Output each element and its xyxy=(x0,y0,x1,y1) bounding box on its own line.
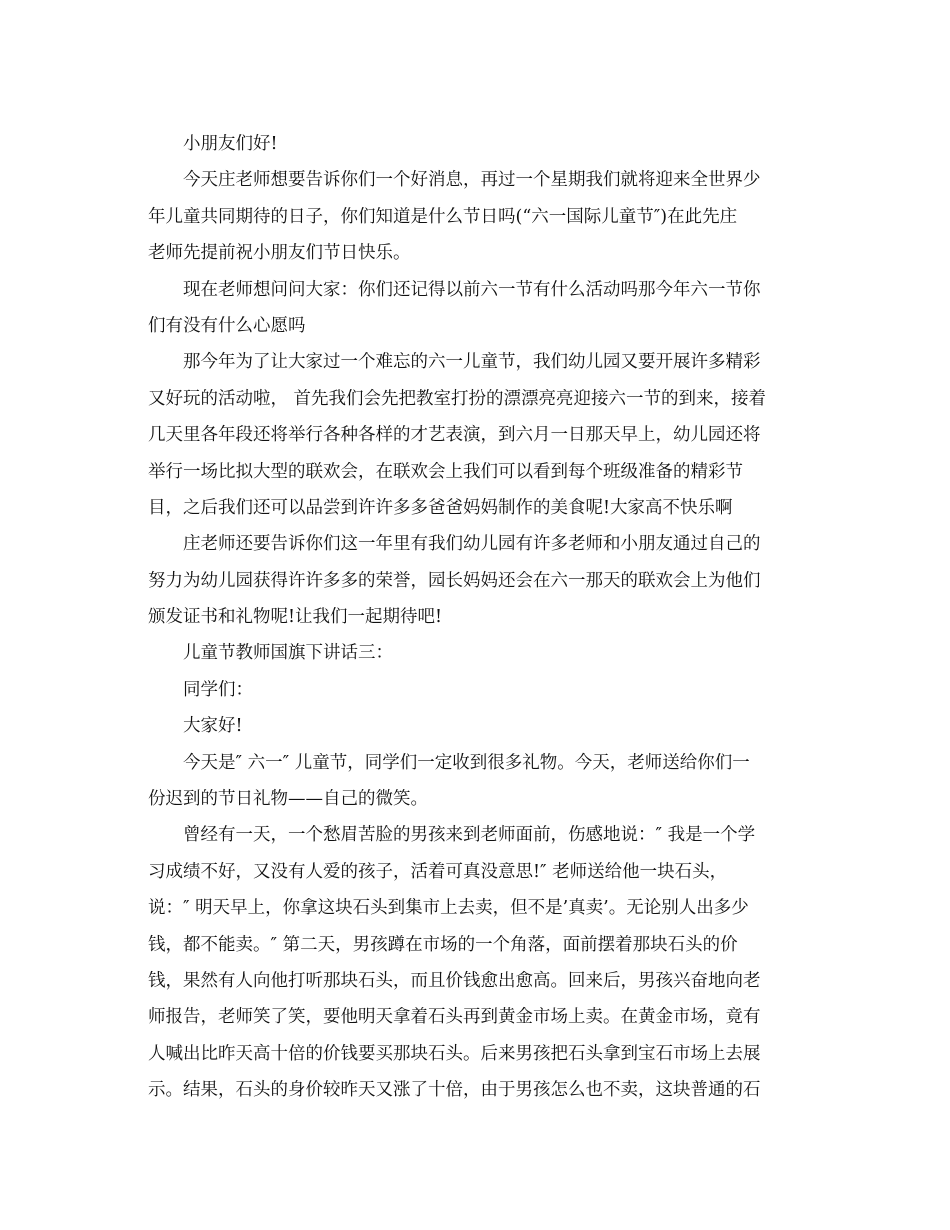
text-line: 年儿童共同期待的日子，你们知道是什么节日吗(“六一国际儿童节″)在此先庄 xyxy=(148,206,738,227)
text-line: 小朋友们好! xyxy=(183,134,278,154)
text-line: 们有没有什么心愿吗 xyxy=(148,315,306,336)
text-line: 说：″ 明天早上，你拿这块石头到集市上去卖，但不是’真卖’。无论别人出多少 xyxy=(148,898,749,919)
text-line: 举行一场比拟大型的联欢会，在联欢会上我们可以看到每个班级准备的精彩节 xyxy=(148,461,743,482)
text-line: 庄老师还要告诉你们这一年里有我们幼儿园有许多老师和小朋友通过自己的 xyxy=(183,534,761,555)
paragraph-gift xyxy=(148,745,804,818)
text-line: 曾经有一天，一个愁眉苦脸的男孩来到老师面前，伤感地说：″ 我是一个学 xyxy=(183,825,756,846)
text-line: 今天庄老师想要告诉你们一个好消息，再过一个星期我们就将迎来全世界少 xyxy=(183,170,761,191)
paragraph-activities xyxy=(148,344,804,526)
text-line: 人喊出比昨天高十倍的价钱要买那块石头。后来男孩把石头拿到宝石市场上去展 xyxy=(148,1043,761,1064)
text-line: 师报告，老师笑了笑，要他明天拿着石头再到黄金市场上卖。在黄金市场，竟有 xyxy=(148,1007,761,1028)
paragraph-announcement xyxy=(148,162,804,271)
paragraph-hello xyxy=(148,708,804,744)
paragraph-story xyxy=(148,817,804,1108)
text-line: 份迟到的节日礼物——自己的微笑。 xyxy=(148,789,428,810)
text-line: 儿童节教师国旗下讲话三： xyxy=(183,643,393,664)
text-line: 又好玩的活动啦， 首先我们会先把教室打扮的漂漂亮亮迎接六一节的到来，接着 xyxy=(148,388,767,409)
text-line: 同学们： xyxy=(183,679,253,700)
document-body xyxy=(148,126,804,1109)
text-line: 今天是″ 六一″ 儿童节，同学们一定收到很多礼物。今天，老师送给你们一 xyxy=(183,752,750,773)
paragraph-honors xyxy=(148,526,804,635)
text-line: 颁发证书和礼物呢!让我们一起期待吧! xyxy=(148,607,443,628)
text-line: 老师先提前祝小朋友们节日快乐。 xyxy=(148,243,411,264)
text-line: 大家好! xyxy=(183,716,243,737)
text-line: 目，之后我们还可以品尝到许许多多爸爸妈妈制作的美食呢!大家高不快乐啊 xyxy=(148,497,733,518)
text-line: 示。结果，石头的身价较昨天又涨了十倍，由于男孩怎么也不卖，这块普通的石 xyxy=(148,1080,761,1101)
text-line: 习成绩不好，又没有人爱的孩子，活着可真没意思!″ 老师送给他一块石头， xyxy=(148,861,728,882)
paragraph-question xyxy=(148,272,804,345)
text-line: 现在老师想问问大家：你们还记得以前六一节有什么活动吗那今年六一节你 xyxy=(183,279,761,300)
text-line: 几天里各年段还将举行各种各样的才艺表演，到六月一日那天早上，幼儿园还将 xyxy=(148,425,761,446)
text-line: 钱，果然有人向他打听那块石头，而且价钱愈出愈高。回来后，男孩兴奋地向老 xyxy=(148,970,761,991)
text-line: 那今年为了让大家过一个难忘的六一儿童节，我们幼儿园又要开展许多精彩 xyxy=(183,352,761,373)
paragraph-greeting xyxy=(148,126,804,162)
paragraph-salutation xyxy=(148,672,804,708)
section-heading xyxy=(148,635,804,671)
text-line: 努力为幼儿园获得许许多多的荣誉，园长妈妈还会在六一那天的联欢会上为他们 xyxy=(148,570,761,591)
text-line: 钱，都不能卖。″ 第二天，男孩蹲在市场的一个角落，面前摆着那块石头的价 xyxy=(148,934,738,955)
